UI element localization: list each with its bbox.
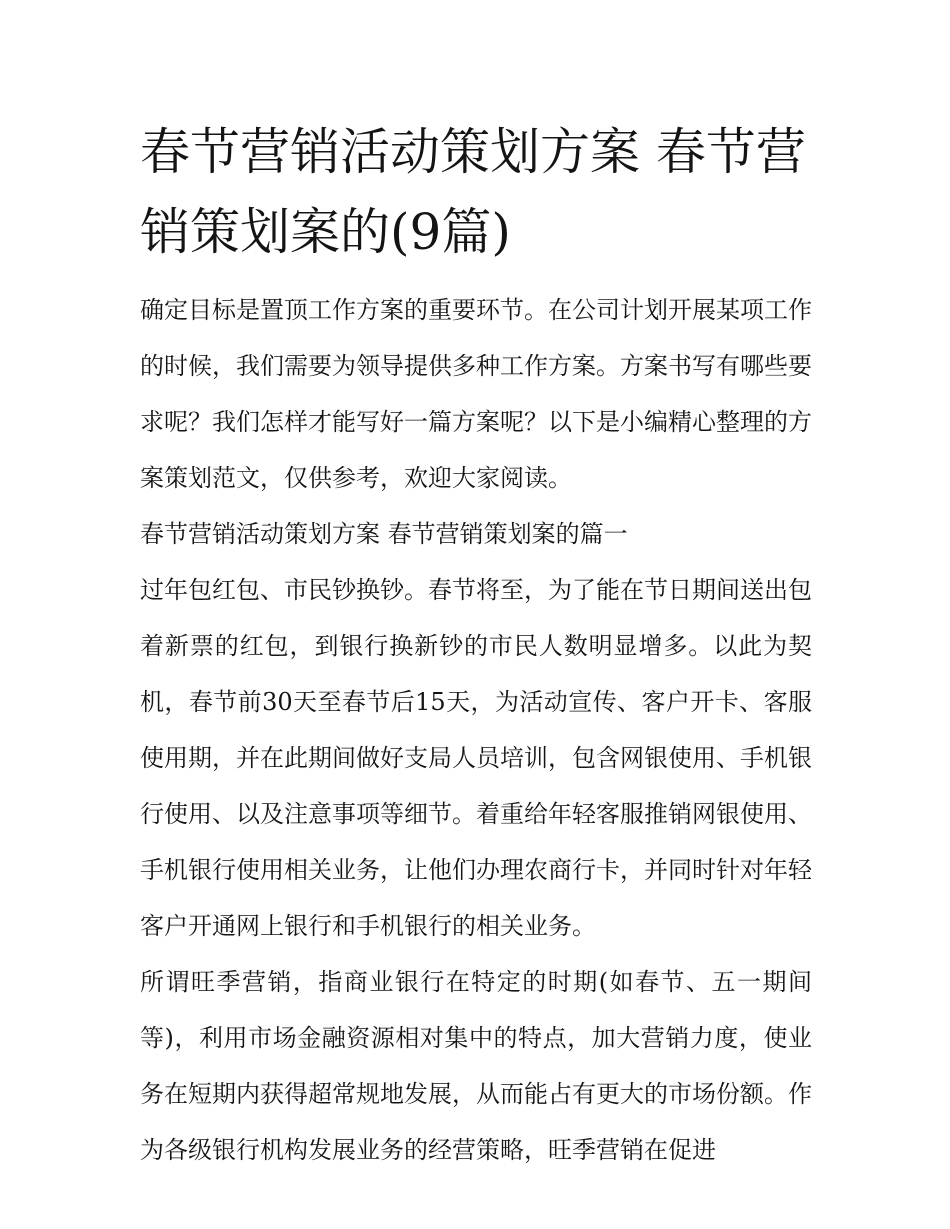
document-body (140, 282, 812, 1178)
document-title: 春节营销活动策划方案 春节营销策划案的(9篇) (140, 123, 806, 261)
body-paragraph-2: 所谓旺季营销，指商业银行在特定的时期(如春节、五一期间等)，利用市场金融资源相对集中的特点，加大营销力度，使业务在短期内获得超常规地发展，从而能占有更大的市场份额。作为各级银行机构发展业务的经营策略，旺季营销在促进 (140, 968, 812, 1164)
section-heading: 春节营销活动策划方案 春节营销策划案的篇一 (140, 520, 628, 548)
document-page (140, 112, 812, 1178)
intro-paragraph: 确定目标是置顶工作方案的重要环节。在公司计划开展某项工作的时候，我们需要为领导提供多种工作方案。方案书写有哪些要求呢？我们怎样才能写好一篇方案呢？以下是小编精心整理的方案策划范文，仅供参考，欢迎大家阅读。 (140, 296, 812, 492)
body-paragraph-1: 过年包红包、市民钞换钞。春节将至，为了能在节日期间送出包着新票的红包，到银行换新钞的市民人数明显增多。以此为契机，春节前30天至春节后15天，为活动宣传、客户开卡、客服使用期，并在此期间做好支局人员培训，包含网银使用、手机银行使用、以及注意事项等细节。着重给年轻客服推销网银使用、手机银行使用相关业务，让他们办理农商行卡，并同时针对年轻客户开通网上银行和手机银行的相关业务。 (140, 576, 812, 940)
